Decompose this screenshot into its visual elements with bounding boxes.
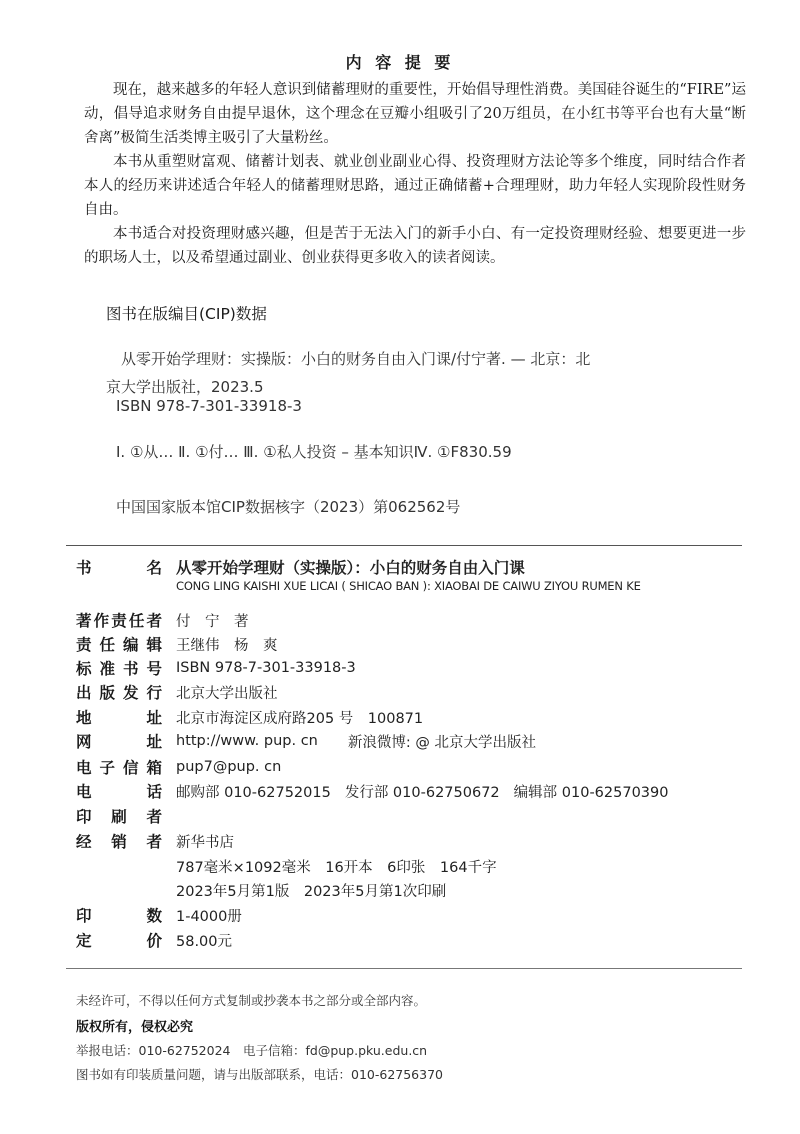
cip-record-number: 中国国家版本馆CIP数据核字（2023）第062562号 [116, 498, 461, 516]
info-row-editor [76, 632, 278, 656]
abstract-paragraph: 本书从重塑财富观、储蓄计划表、就业创业副业心得、投资理财方法论等多个维度，同时结合作者本人的经历来讲述适合年轻人的储蓄理财思路，通过正确储蓄+合理理财，助力年轻人实现阶段性财务自由。 [84, 154, 746, 218]
print-run-value: 1-4000册 [176, 908, 242, 925]
info-row-distributor [76, 829, 234, 853]
phone-mail-dept: 邮购部 010-62752015 [176, 784, 331, 801]
info-row-book-name [76, 555, 525, 579]
info-label: 出 版 发 行 [76, 684, 162, 702]
price-value: 58.00元 [176, 933, 233, 950]
info-row-website [76, 729, 536, 753]
info-label: 印 刷 者 [76, 808, 162, 826]
quality-contact: 图书如有印装质量问题，请与出版部联系，电话：010-62756370 [76, 1067, 443, 1082]
book-title: 从零开始学理财（实操版）：小白的财务自由入门课 [176, 559, 525, 577]
info-label: 电 子 信 箱 [76, 759, 162, 777]
isbn-value: ISBN 978-7-301-33918-3 [176, 660, 356, 676]
info-label: 经 销 者 [76, 833, 162, 851]
info-row-isbn [76, 656, 356, 680]
info-label: 定 价 [76, 932, 162, 950]
info-row-email [76, 755, 281, 779]
info-label: 书 名 [76, 559, 162, 577]
email-link[interactable]: pup7@pup. cn [176, 759, 282, 775]
info-row-publisher [76, 680, 278, 704]
info-label: 网 址 [76, 733, 162, 751]
cip-heading: 图书在版编目(CIP)数据 [106, 305, 267, 323]
info-label: 电 话 [76, 783, 162, 801]
cip-entry-line: 京大学出版社，2023.5 [106, 378, 264, 396]
author-value: 付 宁 著 [176, 613, 249, 630]
info-label: 地 址 [76, 709, 162, 727]
abstract-title: 内 容 提 要 [345, 53, 455, 72]
format-spec: 787毫米×1092毫米 16开本 6印张 164千字 [176, 860, 497, 876]
phone-issue-dept: 发行部 010-62750672 [344, 784, 500, 801]
book-title-pinyin: CONG LING KAISHI XUE LICAI ( SHICAO BAN ): XIAOBAI DE CAIWU ZIYOU RUMEN KE [176, 579, 641, 593]
abstract-paragraph: 本书适合对投资理财感兴趣，但是苦于无法入门的新手小白、有一定投资理财经验、想要更进一步的职场人士，以及希望通过副业、创业获得更多收入的读者阅读。 [84, 226, 746, 266]
info-row-print-run [76, 903, 242, 927]
info-row-price [76, 928, 232, 952]
weibo-value: 新浪微博: @ 北京大学出版社 [347, 734, 536, 751]
rights-reserved: 版权所有，侵权必究 [76, 1020, 194, 1035]
abstract-body [84, 78, 746, 270]
phone-edit-dept: 编辑部 010-62570390 [513, 784, 669, 801]
cip-classification: Ⅰ. ①从… Ⅱ. ①付… Ⅲ. ①私人投资 – 基本知识Ⅳ. ①F830.59 [116, 443, 512, 461]
info-label: 著 作 责 任 者 [76, 612, 162, 630]
divider [66, 968, 742, 969]
distributor-value: 新华书店 [176, 834, 234, 851]
info-row-printer [76, 804, 176, 828]
info-label: 标 准 书 号 [76, 660, 162, 678]
info-row-author [76, 608, 249, 632]
cip-isbn: ISBN 978-7-301-33918-3 [116, 397, 302, 415]
cip-entry-line: 从零开始学理财：实操版：小白的财务自由入门课/付宁著. — 北京：北 [121, 350, 591, 368]
website-link[interactable]: http://www. pup. cn [176, 733, 318, 749]
abstract-paragraph: 现在，越来越多的年轻人意识到储蓄理财的重要性，开始倡导理性消费。美国硅谷诞生的“FIRE”运动，倡导追求财务自由提早退休，这个理念在豆瓣小组吸引了20万组员，在小红书等平台也有大量“断舍离”极简生活类博主吸引了大量粉丝。 [84, 82, 746, 146]
info-row-address [76, 705, 423, 729]
info-label: 印 数 [76, 907, 162, 925]
copy-notice: 未经许可，不得以任何方式复制或抄袭本书之部分或全部内容。 [76, 993, 427, 1008]
publisher-value: 北京大学出版社 [176, 685, 278, 702]
edition-info: 2023年5月第1版 2023年5月第1次印刷 [176, 884, 447, 900]
address-value: 北京市海淀区成府路205 号 100871 [176, 710, 424, 727]
report-contact: 举报电话：010-62752024 电子信箱：fd@pup.pku.edu.cn [76, 1043, 428, 1058]
info-row-phone [76, 779, 668, 803]
editor-value: 王继伟 杨 爽 [176, 637, 278, 654]
cip-entry [106, 345, 706, 401]
info-label: 责 任 编 辑 [76, 636, 162, 654]
divider [66, 545, 742, 546]
